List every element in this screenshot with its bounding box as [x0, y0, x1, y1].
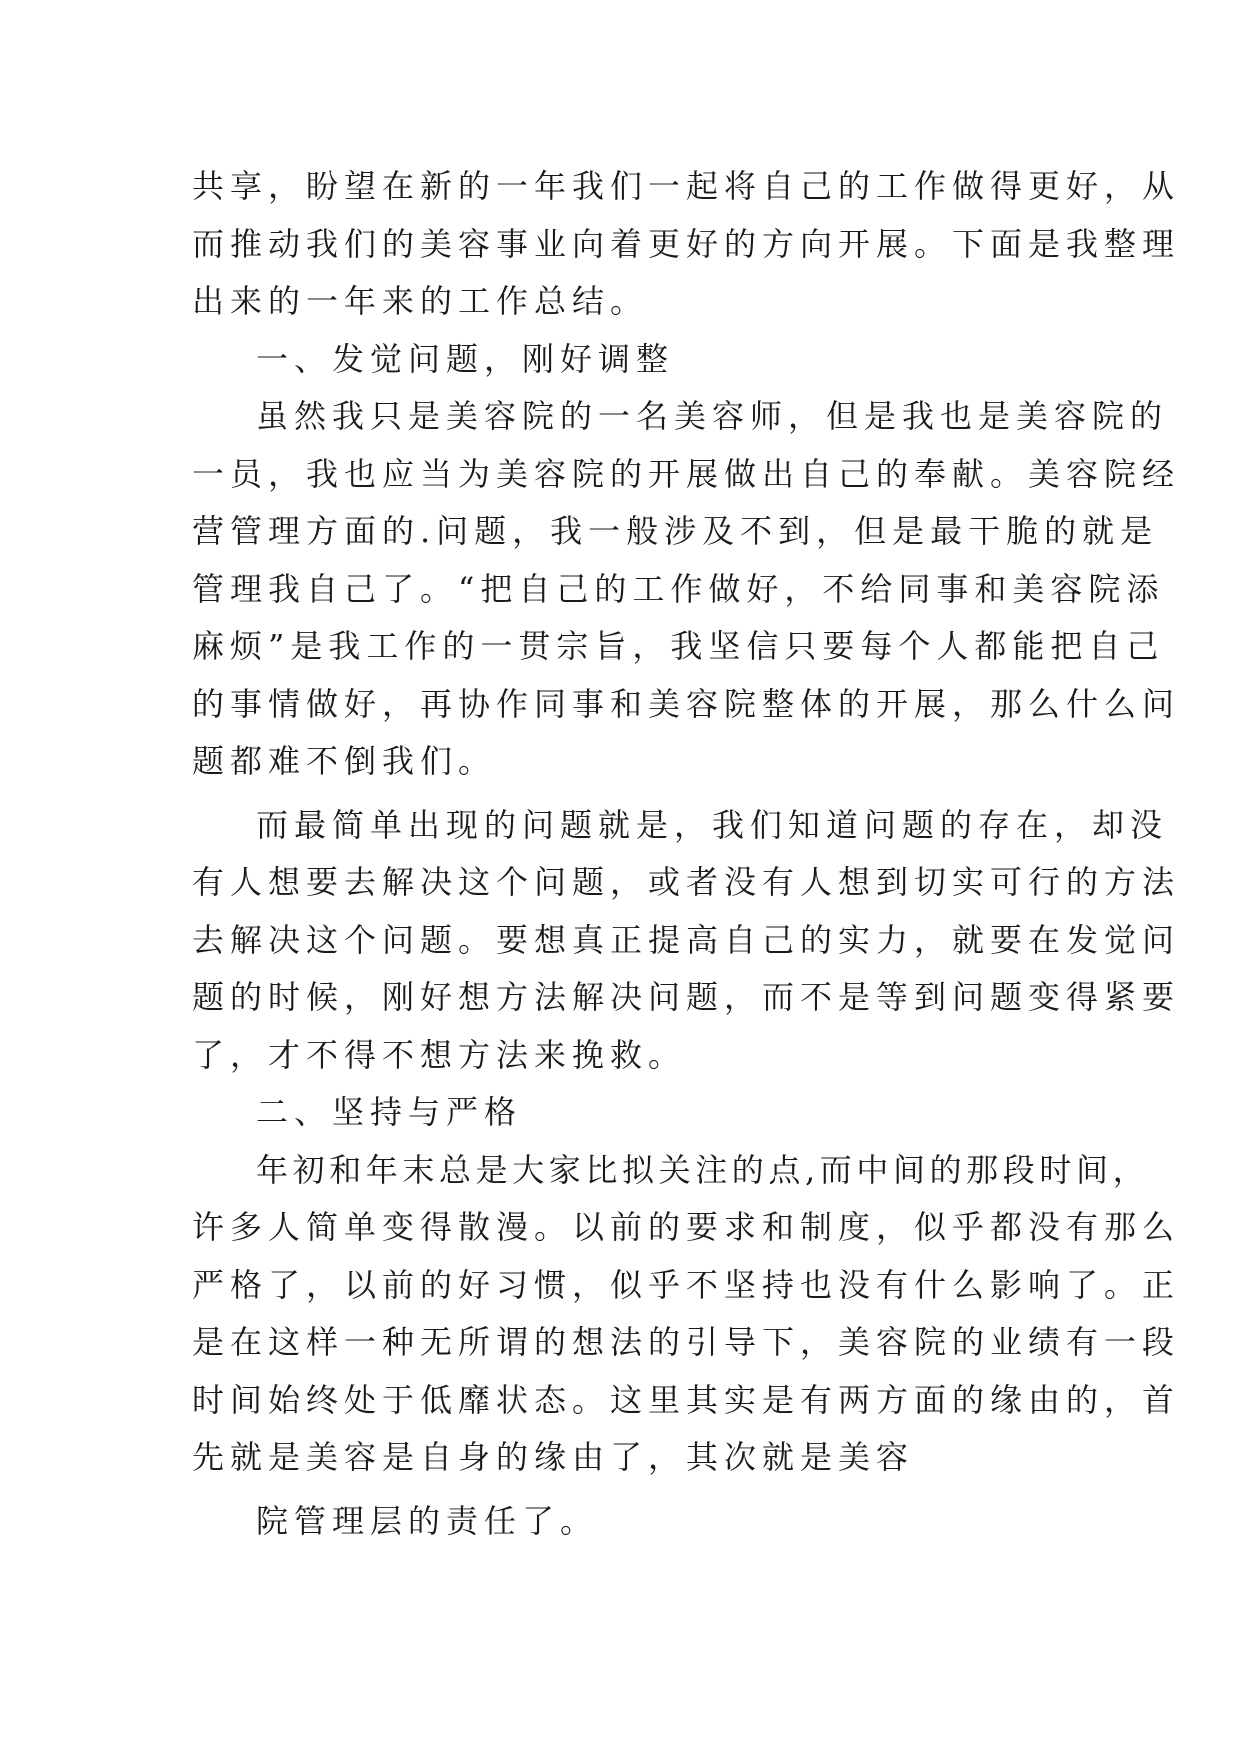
text-line: 麻烦”是我工作的一贯宗旨，我坚信只要每个人都能把自己 [192, 627, 1165, 665]
text-line: 题都难不倒我们。 [192, 742, 497, 780]
text-line: 先就是美容是自身的缘由了，其次就是美容 [192, 1438, 915, 1476]
text-line: 许多人简单变得散漫。以前的要求和制度，似乎都没有那么 [192, 1208, 1181, 1246]
text-line: 了，才不得不想方法来挽救。 [192, 1035, 687, 1074]
text-line: 管理我自己了。“把自己的工作做好，不给同事和美容院添 [192, 569, 1165, 608]
paragraph [192, 797, 1181, 1085]
text-line: 虽然我只是美容院的一名美容师，但是我也是美容院的 [256, 397, 1169, 435]
paragraph [192, 158, 1181, 331]
text-line: 一员，我也应当为美容院的开展做出自己的奉献。美容院经 [192, 454, 1181, 493]
text-line: 去解决这个问题。要想真正提高自己的实力，就要在发觉问 [192, 920, 1181, 959]
text-line: 年初和年末总是大家比拟关注的点,而中间的那段时间， [256, 1150, 1150, 1189]
heading-text: 一、发觉问题，刚好调整 [256, 339, 675, 378]
text-line: 的事情做好，再协作同事和美容院整体的开展，那么什么问 [192, 684, 1181, 723]
heading-text: 二、坚持与严格 [256, 1093, 523, 1131]
text-line: 院管理层的责任了。 [256, 1501, 599, 1540]
text-line: 共享，盼望在新的一年我们一起将自己的工作做得更好，从 [192, 167, 1181, 205]
paragraph [192, 1142, 1181, 1487]
text-line: 时间始终处于低靡状态。这里其实是有两方面的缘由的，首 [192, 1380, 1181, 1419]
text-line: 题的时候，刚好想方法解决问题，而不是等到问题变得紧要 [192, 978, 1181, 1016]
text-line: 是在这样一种无所谓的想法的引导下，美容院的业绩有一段 [192, 1323, 1181, 1361]
text-line: 营管理方面的.问题，我一般涉及不到，但是最干脆的就是 [192, 512, 1159, 550]
paragraph [192, 388, 1181, 791]
text-line: 出来的一年来的工作总结。 [192, 282, 649, 320]
section-heading [192, 331, 1054, 389]
section-heading [192, 1084, 1054, 1142]
text-line: 而推动我们的美容事业向着更好的方向开展。下面是我整理 [192, 224, 1181, 263]
document-body [192, 158, 1181, 1550]
text-line: 有人想要去解决这个问题，或者没有人想到切实可行的方法 [192, 863, 1181, 901]
text-line: 而最简单出现的问题就是，我们知道问题的存在，却没 [256, 805, 1169, 844]
paragraph [192, 1493, 1054, 1551]
text-line: 严格了，以前的好习惯，似乎不坚持也没有什么影响了。正 [192, 1265, 1181, 1304]
